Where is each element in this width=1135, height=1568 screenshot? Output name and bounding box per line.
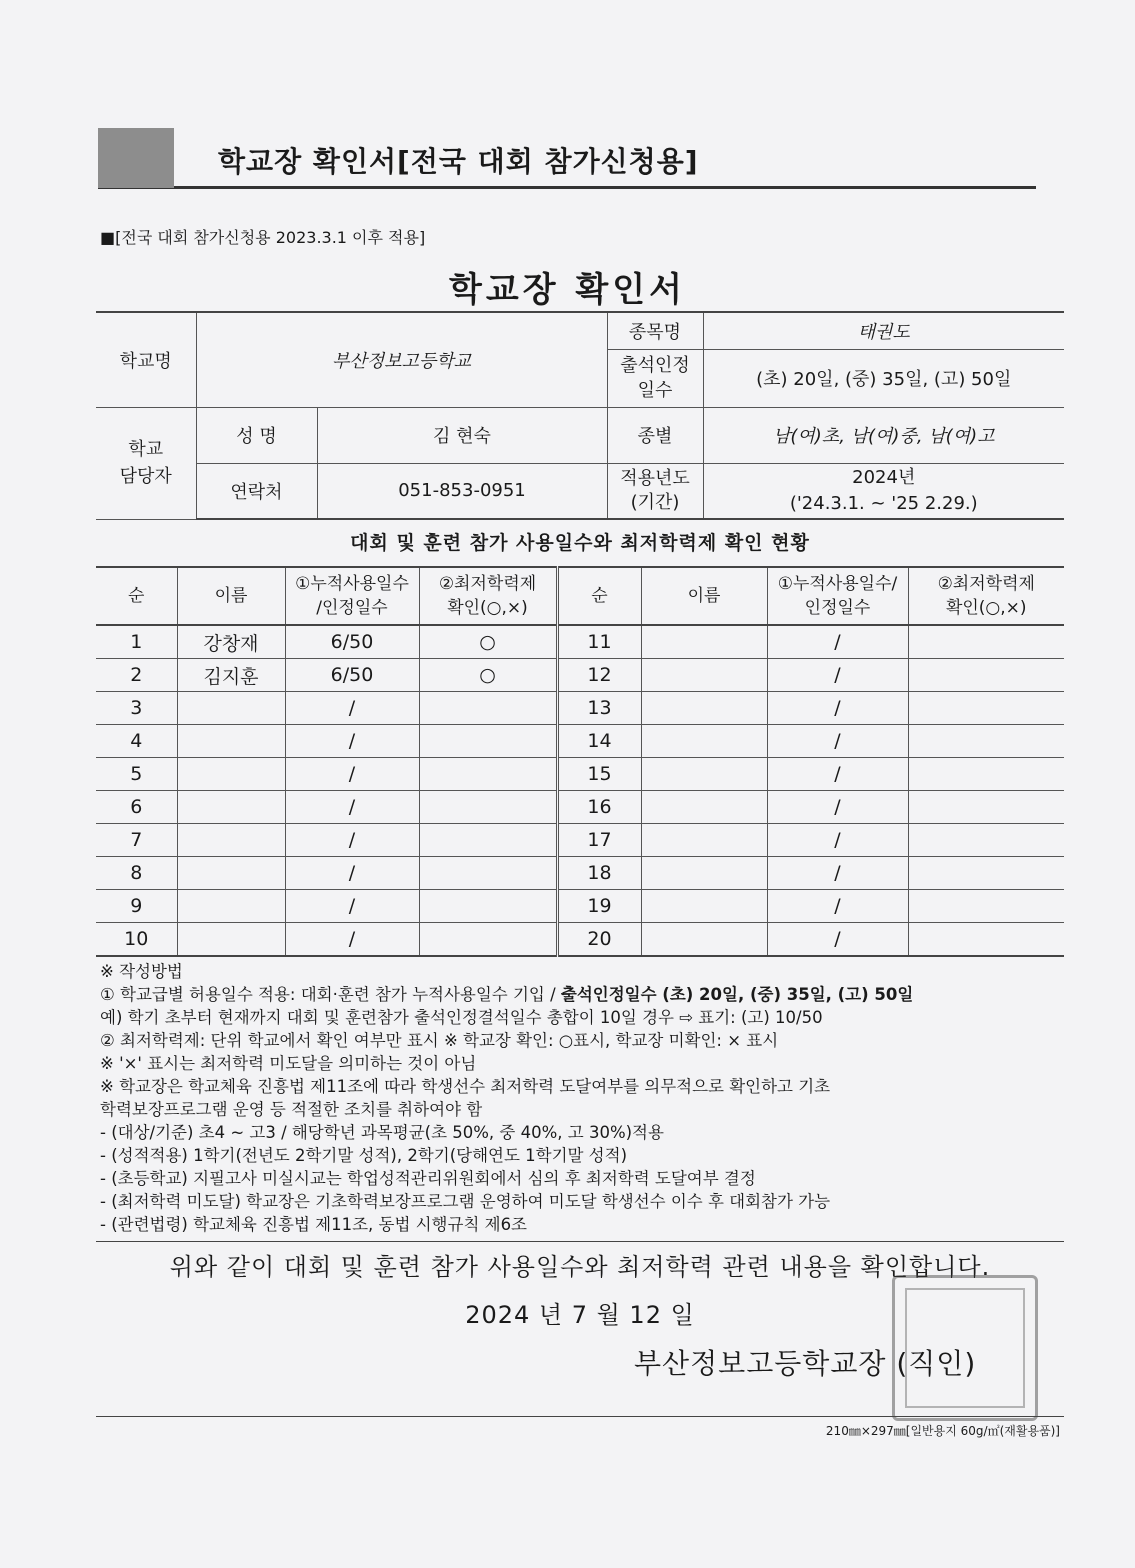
school-name-value: 부산정보고등학교 <box>196 312 607 407</box>
row-check-right <box>908 625 1064 659</box>
applicability-note: ■[전국 대회 참가신청용 2023.3.1 이후 적용] <box>100 228 426 247</box>
row-check <box>419 890 557 923</box>
paper-spec: 210㎜×297㎜[일반용지 60g/㎡(재활용품)] <box>825 1424 1060 1438</box>
table-row <box>96 725 1064 758</box>
row-days-right: / <box>767 923 908 957</box>
issue-date: 2024 년 7 월 12 일 <box>465 1301 695 1329</box>
row-days-right: / <box>767 692 908 725</box>
contact-label: 연락처 <box>196 463 317 519</box>
detail-4: - (최저학력 미도달) 학교장은 기초학력보장프로그램 운영하여 미도달 학생선수 이수 후 대회참가 가능 <box>100 1192 831 1211</box>
row-days-right: / <box>767 824 908 857</box>
row-name-right <box>641 923 767 957</box>
row-days-right: / <box>767 625 908 659</box>
row-check <box>419 791 557 824</box>
row-check: ○ <box>419 659 557 692</box>
row-check-right <box>908 791 1064 824</box>
gender-label: 종별 <box>607 407 703 463</box>
row-days: 6/50 <box>285 659 419 692</box>
instruction-2-note-c: 학력보장프로그램 운영 등 적절한 조치를 취하여야 함 <box>100 1100 483 1119</box>
attendance-days-label: 출석인정 일수 <box>607 349 703 407</box>
table-row <box>96 824 1064 857</box>
row-check: ○ <box>419 625 557 659</box>
header-no: 순 <box>96 567 177 625</box>
row-name-right <box>641 824 767 857</box>
row-name <box>177 824 285 857</box>
header-name-right: 이름 <box>641 567 767 625</box>
row-days: / <box>285 857 419 890</box>
instruction-1 <box>100 983 1070 1006</box>
table-row <box>96 659 1064 692</box>
school-name-label: 학교명 <box>96 312 196 407</box>
row-no-right: 13 <box>557 692 641 725</box>
row-name: 강창재 <box>177 625 285 659</box>
row-name <box>177 791 285 824</box>
row-days-right: / <box>767 857 908 890</box>
row-check <box>419 923 557 957</box>
row-check-right <box>908 857 1064 890</box>
confirmation-statement: 위와 같이 대회 및 훈련 참가 사용일수와 최저학력 관련 내용을 확인합니다. <box>169 1253 991 1281</box>
sport-label: 종목명 <box>607 312 703 349</box>
title-grey-block <box>98 128 174 188</box>
school-info-table <box>96 311 1064 520</box>
instruction-2-note-a: ※ '×' 표시는 최저학력 미도달을 의미하는 것이 아님 <box>100 1054 477 1073</box>
row-check <box>419 857 557 890</box>
row-no: 4 <box>96 725 177 758</box>
row-days: 6/50 <box>285 625 419 659</box>
year-cell <box>703 463 1064 519</box>
table-row <box>96 923 1064 957</box>
form-title-bar <box>98 128 1036 189</box>
detail-2: - (성적적용) 1학기(전년도 2학기말 성적), 2학기(당해연도 1학기말 성적) <box>100 1146 628 1165</box>
row-no: 8 <box>96 857 177 890</box>
row-name-right <box>641 692 767 725</box>
row-days: / <box>285 791 419 824</box>
row-days: / <box>285 923 419 957</box>
row-name <box>177 923 285 957</box>
row-name <box>177 725 285 758</box>
row-name <box>177 692 285 725</box>
section-title: 대회 및 훈련 참가 사용일수와 최저학력제 확인 현황 <box>350 532 810 554</box>
row-days-right: / <box>767 758 908 791</box>
form-title: 학교장 확인서[전국 대회 참가신청용] <box>218 145 699 178</box>
header-no-right: 순 <box>557 567 641 625</box>
instruction-2-note-b: ※ 학교장은 학교체육 진흥법 제11조에 따라 학생선수 최저학력 도달여부를 의무적으로 확인하고 기초 <box>100 1077 831 1096</box>
row-name-right <box>641 758 767 791</box>
year-label: 적용년도 (기간) <box>607 463 703 519</box>
manager-label: 학교 담당자 <box>96 407 196 519</box>
header-check: ②최저학력제 확인(○,×) <box>419 567 557 625</box>
row-name <box>177 857 285 890</box>
contact-value: 051-853-0951 <box>317 463 607 519</box>
row-name-right <box>641 857 767 890</box>
row-no-right: 12 <box>557 659 641 692</box>
row-name-right <box>641 625 767 659</box>
row-no-right: 11 <box>557 625 641 659</box>
row-days: / <box>285 824 419 857</box>
gender-value: 남(여)초, 남(여)중, 남(여)고 <box>703 407 1064 463</box>
row-check <box>419 824 557 857</box>
table-row <box>96 890 1064 923</box>
row-name-right <box>641 890 767 923</box>
row-name-right <box>641 791 767 824</box>
instructions <box>100 960 1070 1236</box>
row-check-right <box>908 890 1064 923</box>
divider-top <box>96 1241 1064 1242</box>
table-row <box>96 692 1064 725</box>
row-no-right: 16 <box>557 791 641 824</box>
row-no: 7 <box>96 824 177 857</box>
row-days-right: / <box>767 725 908 758</box>
row-days: / <box>285 890 419 923</box>
document-title: 학교장 확인서 <box>449 270 686 310</box>
row-days-right: / <box>767 890 908 923</box>
sport-value: 태권도 <box>703 312 1064 349</box>
row-no: 1 <box>96 625 177 659</box>
row-name <box>177 758 285 791</box>
row-check <box>419 758 557 791</box>
divider-bottom <box>96 1416 1064 1417</box>
row-no: 9 <box>96 890 177 923</box>
row-no: 10 <box>96 923 177 957</box>
row-check-right <box>908 725 1064 758</box>
instructions-heading: ※ 작성방법 <box>100 962 183 981</box>
row-no-right: 19 <box>557 890 641 923</box>
year-value: 2024년 <box>852 466 916 488</box>
row-days: / <box>285 692 419 725</box>
row-no: 5 <box>96 758 177 791</box>
detail-1: - (대상/기준) 초4 ~ 고3 / 해당학년 과목평균(초 50%, 중 40%, 고 30%)적용 <box>100 1123 664 1142</box>
row-check-right <box>908 824 1064 857</box>
instruction-2: ② 최저학력제: 단위 학교에서 확인 여부만 표시 ※ 학교장 확인: ○표시, 학교장 미확인: × 표시 <box>100 1031 779 1050</box>
row-no-right: 20 <box>557 923 641 957</box>
row-check-right <box>908 692 1064 725</box>
header-days: ①누적사용일수 /인정일수 <box>285 567 419 625</box>
row-check-right <box>908 923 1064 957</box>
row-days-right: / <box>767 659 908 692</box>
row-check-right <box>908 758 1064 791</box>
principal-signature: 부산정보고등학교장 (직인) <box>634 1347 977 1380</box>
row-name <box>177 890 285 923</box>
row-no-right: 18 <box>557 857 641 890</box>
row-days: / <box>285 758 419 791</box>
manager-name-value: 김 현숙 <box>317 407 607 463</box>
table-row <box>96 625 1064 659</box>
period-value: ('24.3.1. ~ '25 2.29.) <box>789 492 978 514</box>
row-days-right: / <box>767 791 908 824</box>
row-no: 6 <box>96 791 177 824</box>
row-no-right: 15 <box>557 758 641 791</box>
instruction-1-example: 예) 학기 초부터 현재까지 대회 및 훈련참가 출석인정결석일수 총합이 10일 경우 ⇨ 표기: (고) 10/50 <box>100 1008 823 1027</box>
detail-5: - (관련법령) 학교체육 진흥법 제11조, 동법 시행규칙 제6조 <box>100 1215 527 1234</box>
row-no-right: 17 <box>557 824 641 857</box>
row-name-right <box>641 659 767 692</box>
header-name: 이름 <box>177 567 285 625</box>
manager-name-label: 성 명 <box>196 407 317 463</box>
attendance-days-value: (초) 20일, (중) 35일, (고) 50일 <box>703 349 1064 407</box>
row-check-right <box>908 659 1064 692</box>
list-header-row <box>96 567 1064 625</box>
row-check <box>419 725 557 758</box>
header-days-right: ①누적사용일수/ 인정일수 <box>767 567 908 625</box>
row-no: 2 <box>96 659 177 692</box>
instruction-1-bold: 출석인정일수 (초) 20일, (중) 35일, (고) 50일 <box>560 985 914 1004</box>
row-days: / <box>285 725 419 758</box>
table-row <box>96 791 1064 824</box>
table-row <box>96 758 1064 791</box>
athlete-list-table <box>96 566 1064 957</box>
table-row <box>96 857 1064 890</box>
row-no: 3 <box>96 692 177 725</box>
instruction-1-text: ① 학교급별 허용일수 적용: 대회·훈련 참가 누적사용일수 기입 / <box>100 985 561 1004</box>
row-check <box>419 692 557 725</box>
row-name-right <box>641 725 767 758</box>
header-check-right: ②최저학력제 확인(○,×) <box>908 567 1064 625</box>
detail-3: - (초등학교) 지필고사 미실시교는 학업성적관리위원회에서 심의 후 최저학력 도달여부 결정 <box>100 1169 756 1188</box>
row-no-right: 14 <box>557 725 641 758</box>
row-name: 김지훈 <box>177 659 285 692</box>
